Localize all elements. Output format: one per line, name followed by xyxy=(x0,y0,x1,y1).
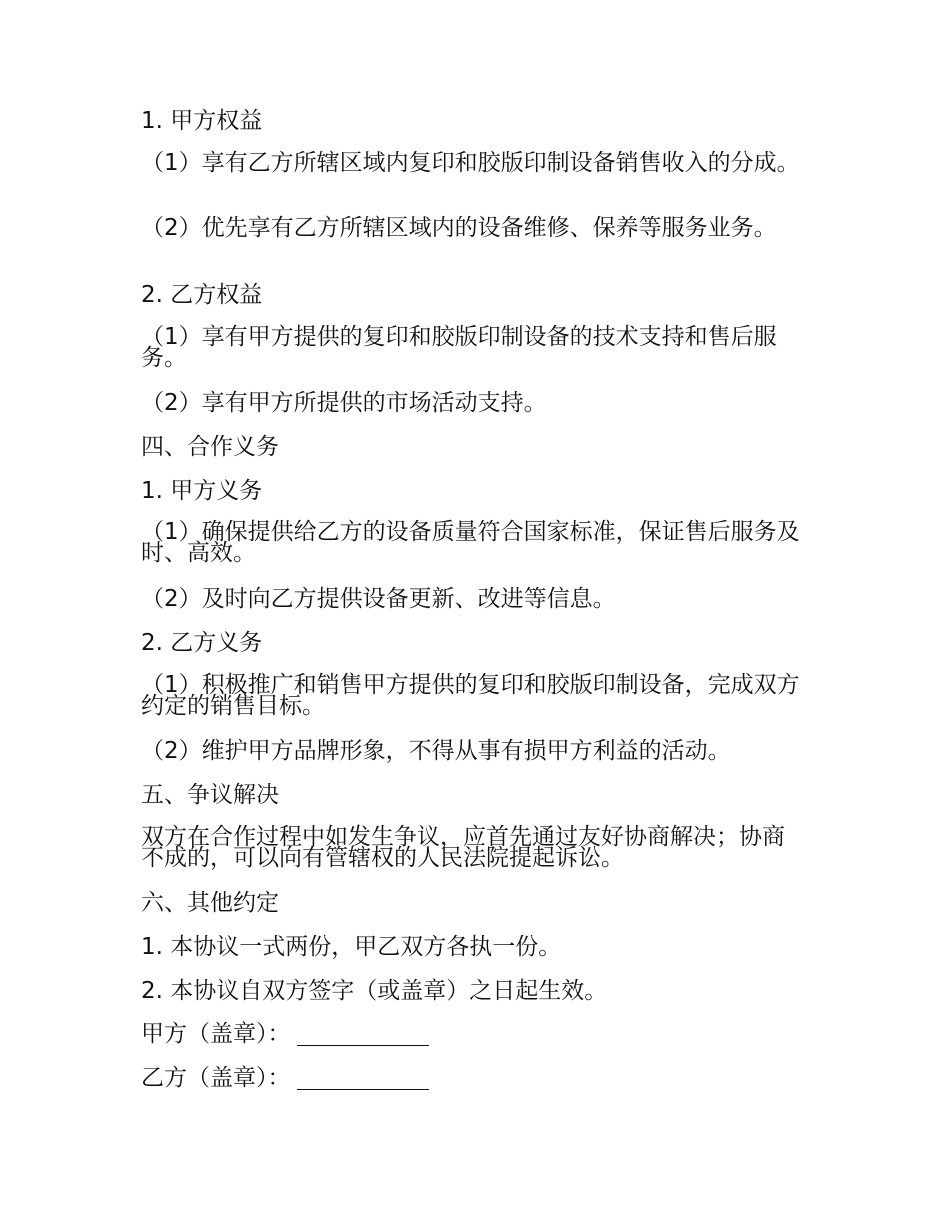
section-heading-other: 六、其他约定 xyxy=(141,890,279,916)
signature-blank-b xyxy=(297,1067,429,1090)
paragraph-b-obligations-2: （2）维护甲方品牌形象，不得从事有损甲方利益的活动。 xyxy=(141,738,731,764)
heading-party-a-obligations: 1. 甲方义务 xyxy=(141,478,263,504)
paragraph-a-obligations-1: （1）确保提供给乙方的设备质量符合国家标准，保证售后服务及时、高效。 xyxy=(141,519,800,566)
heading-party-b-obligations: 2. 乙方义务 xyxy=(141,630,263,656)
paragraph-a-rights-1: （1）享有乙方所辖区域内复印和胶版印制设备销售收入的分成。 xyxy=(141,150,800,176)
signature-label-a: 甲方（盖章）： xyxy=(141,1021,291,1047)
paragraph-b-obligations-1: （1）积极推广和销售甲方提供的复印和胶版印制设备，完成双方约定的销售目标。 xyxy=(141,672,800,719)
signature-label-b: 乙方（盖章）： xyxy=(141,1065,291,1091)
section-heading-dispute: 五、争议解决 xyxy=(141,782,279,808)
paragraph-other-1: 1. 本协议一式两份，甲乙双方各执一份。 xyxy=(141,934,562,960)
heading-party-a-rights: 1. 甲方权益 xyxy=(141,108,263,134)
paragraph-other-2: 2. 本协议自双方签字（或盖章）之日起生效。 xyxy=(141,978,608,1004)
paragraph-dispute: 双方在合作过程中如发生争议，应首先通过友好协商解决；协商不成的，可以向有管辖权的人民法院提起诉讼。 xyxy=(141,824,785,871)
signature-party-a xyxy=(141,1022,811,1046)
paragraph-b-rights-1: （1）享有甲方提供的复印和胶版印制设备的技术支持和售后服务。 xyxy=(141,324,777,371)
paragraph-b-rights-2: （2）享有甲方所提供的市场活动支持。 xyxy=(141,390,547,416)
signature-party-b xyxy=(141,1066,811,1090)
section-heading-obligations: 四、合作义务 xyxy=(141,434,279,460)
paragraph-a-obligations-2: （2）及时向乙方提供设备更新、改进等信息。 xyxy=(141,586,616,612)
signature-blank-a xyxy=(297,1023,429,1046)
paragraph-a-rights-2: （2）优先享有乙方所辖区域内的设备维修、保养等服务业务。 xyxy=(141,215,777,241)
heading-party-b-rights: 2. 乙方权益 xyxy=(141,282,263,308)
